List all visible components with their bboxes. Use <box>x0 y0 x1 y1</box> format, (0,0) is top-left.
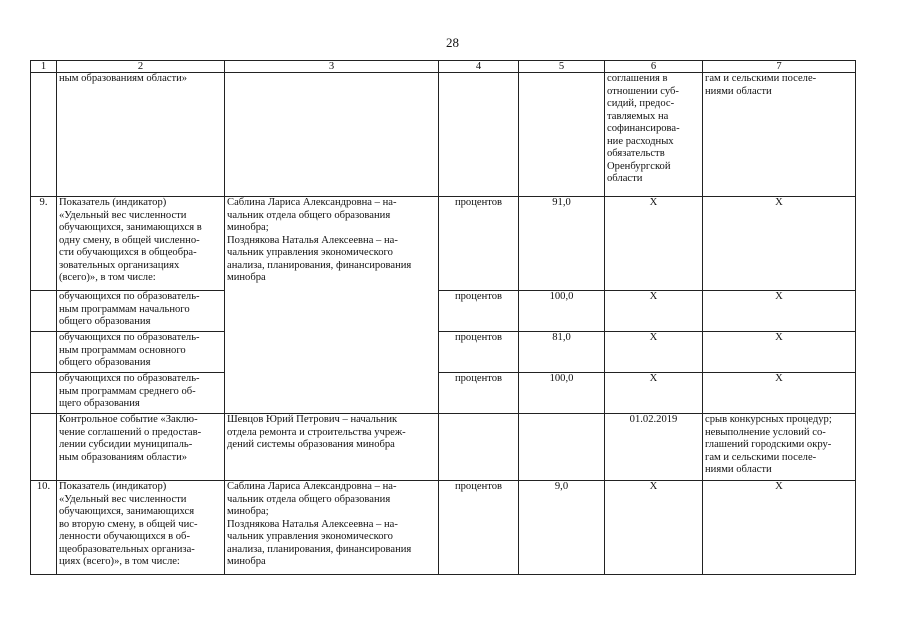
indicator-cell: обучающихся по образователь- ным программам основного общего образования <box>57 332 225 373</box>
col6-cell: соглашения в отношении суб- сидий, предос- тавляемых на софинансирова- ние расходных обязательств Оренбургской области <box>605 73 703 197</box>
responsible-cell: Шевцов Юрий Петрович – начальник отдела ремонта и строительства учреж- дений системы образования минобра <box>225 414 439 481</box>
header-cell-3: 3 <box>225 61 439 73</box>
unit-cell: процентов <box>439 291 519 332</box>
col6-cell: 01.02.2019 <box>605 414 703 481</box>
col7-cell: срыв конкурсных процедур; невыполнение условий со- глашений городскими окру- гам и сельскими поселе- ниями области <box>703 414 856 481</box>
col7-cell: гам и сельскими поселе- ниями области <box>703 73 856 197</box>
unit-cell: процентов <box>439 481 519 575</box>
page-number: 28 <box>446 35 459 50</box>
header-cell-6: 6 <box>605 61 703 73</box>
row-number: 9. <box>31 197 57 291</box>
header-row <box>31 61 856 73</box>
value-cell: 100,0 <box>519 291 605 332</box>
header-cell-4: 4 <box>439 61 519 73</box>
indicator-cell: Контрольное событие «Заклю- чение соглашений о предостав- лении субсидии муниципаль- ным образованиям области» <box>57 414 225 481</box>
unit-cell: процентов <box>439 373 519 414</box>
unit-cell <box>439 73 519 197</box>
header-cell-2: 2 <box>57 61 225 73</box>
col6-cell: X <box>605 481 703 575</box>
col6-cell: X <box>605 197 703 291</box>
value-cell: 100,0 <box>519 373 605 414</box>
indicator-cell: Показатель (индикатор) «Удельный вес численности обучающихся, занимающихся во вторую смену, в общей чис- ленности обучающихся в об- щеобразовательных организа- циях (всего)», в том числе: <box>57 481 225 575</box>
col7-cell: X <box>703 332 856 373</box>
responsible-cell: Саблина Лариса Александровна – на- чальник отдела общего образования минобра; Позднякова Наталья Алексеевна – на- чальник управления экономического анализа, планирования, финансирования минобра <box>225 481 439 575</box>
header-cell-5: 5 <box>519 61 605 73</box>
table-row <box>31 291 856 332</box>
table-row <box>31 332 856 373</box>
col7-cell: X <box>703 291 856 332</box>
row-number <box>31 73 57 197</box>
header-cell-1: 1 <box>31 61 57 73</box>
header-cell-7: 7 <box>703 61 856 73</box>
table-row <box>31 197 856 291</box>
col6-cell: X <box>605 332 703 373</box>
col6-cell: X <box>605 373 703 414</box>
value-cell <box>519 414 605 481</box>
unit-cell: процентов <box>439 332 519 373</box>
indicator-cell: ным образованиям области» <box>57 73 225 197</box>
unit-cell <box>439 414 519 481</box>
row-number: 10. <box>31 481 57 575</box>
row-number <box>31 373 57 414</box>
col7-cell: X <box>703 197 856 291</box>
col7-cell: X <box>703 481 856 575</box>
plan-table <box>30 60 856 575</box>
responsible-cell <box>225 73 439 197</box>
unit-cell: процентов <box>439 197 519 291</box>
table-row <box>31 373 856 414</box>
row-number <box>31 414 57 481</box>
row-number <box>31 332 57 373</box>
value-cell: 9,0 <box>519 481 605 575</box>
table-row <box>31 73 856 197</box>
table-row <box>31 481 856 575</box>
indicator-cell: обучающихся по образователь- ным программам среднего об- щего образования <box>57 373 225 414</box>
col7-cell: X <box>703 373 856 414</box>
value-cell: 81,0 <box>519 332 605 373</box>
col6-cell: X <box>605 291 703 332</box>
indicator-cell: Показатель (индикатор) «Удельный вес численности обучающихся, занимающихся в одну смену, в общей численно- сти обучающихся в общеобра- зовательных организациях (всего)», в том числе: <box>57 197 225 291</box>
table-row <box>31 414 856 481</box>
value-cell <box>519 73 605 197</box>
responsible-cell: Саблина Лариса Александровна – на- чальник отдела общего образования минобра; Позднякова Наталья Алексеевна – на- чальник управления экономического анализа, планирования, финансирования минобра <box>225 197 439 414</box>
indicator-cell: обучающихся по образователь- ным программам начального общего образования <box>57 291 225 332</box>
row-number <box>31 291 57 332</box>
value-cell: 91,0 <box>519 197 605 291</box>
